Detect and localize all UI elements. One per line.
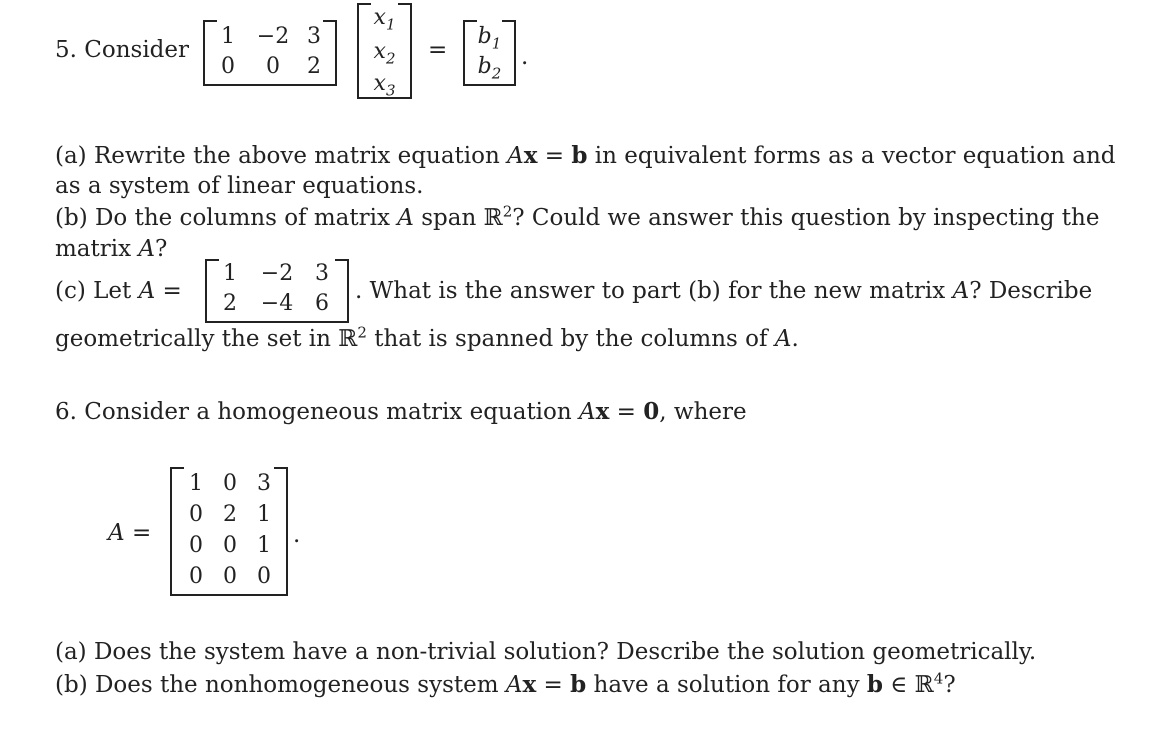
matrix-a-cell: 0 — [266, 54, 280, 79]
matrix-6-cell: 0 — [257, 564, 271, 589]
matrix-6-cell: 0 — [223, 471, 237, 496]
matrix-6-cell: 1 — [257, 533, 271, 558]
part-6a: (a) Does the system have a non-trivial solution? Describe the solution geometrically. — [55, 639, 1037, 665]
matrix-6-cell: 0 — [189, 502, 203, 527]
equals-sign: = — [428, 37, 448, 63]
x-vector-bracket — [357, 3, 412, 99]
matrix-c-cell: −2 — [260, 261, 294, 286]
matrix-6-cell: 1 — [189, 471, 203, 496]
matrix-c-bracket — [205, 259, 349, 323]
part-5a-line1: (a) Rewrite the above matrix equation Ax = b in equivalent forms as a vector equation and — [55, 142, 1116, 169]
b-vector-entry: $b_2$ — [477, 54, 502, 83]
matrix-c-cell: 3 — [315, 261, 329, 286]
matrix-a-cell: 1 — [221, 24, 235, 49]
matrix-6-label: A = — [108, 520, 152, 546]
part-5c-line1b: . What is the answer to part (b) for the new matrix A? Describe — [355, 278, 1093, 304]
matrix-a-cell: 3 — [307, 24, 321, 49]
part-5c-line1a: (c) Let A = — [55, 278, 182, 304]
matrix-6-cell: 0 — [189, 533, 203, 558]
problem-6-label: 6. Consider a homogeneous matrix equation Ax = 0, where — [55, 398, 747, 425]
matrix-6-cell: 0 — [189, 564, 203, 589]
matrix-a-cell: −2 — [256, 24, 290, 49]
matrix-6-bracket — [170, 467, 288, 596]
matrix-6-cell: 3 — [257, 471, 271, 496]
matrix-c-cell: 6 — [315, 291, 329, 316]
x-vector-entry: $x_2$ — [373, 39, 396, 68]
matrix-6-cell: 1 — [257, 502, 271, 527]
part-5a-line2: as a system of linear equations. — [55, 173, 424, 199]
x-vector-entry: $x_3$ — [373, 71, 396, 100]
matrix-6-cell: 2 — [223, 502, 237, 527]
matrix-c-cell: 2 — [223, 291, 237, 316]
part-5b-line2: matrix A? — [55, 236, 168, 262]
matrix-a-bracket — [203, 20, 337, 86]
matrix-6-cell: 0 — [223, 564, 237, 589]
problem-5-label: 5. Consider — [55, 37, 190, 63]
matrix-a-cell: 0 — [221, 54, 235, 79]
part-5b-line1: (b) Do the columns of matrix A span ℝ$^2$? Could we answer this question by inspecting the — [55, 202, 1100, 231]
matrix-a-cell: 2 — [307, 54, 321, 79]
period: . — [293, 522, 301, 548]
b-vector-bracket — [463, 20, 516, 86]
part-6b: (b) Does the nonhomogeneous system Ax = b have a solution for any b ∈ ℝ$^4$? — [55, 669, 956, 698]
part-5c-line2: geometrically the set in ℝ$^2$ that is spanned by the columns of A. — [55, 323, 799, 352]
matrix-c-cell: 1 — [223, 261, 237, 286]
x-vector-entry: $x_1$ — [373, 5, 396, 34]
matrix-c-cell: −4 — [260, 291, 294, 316]
period: . — [521, 44, 529, 70]
matrix-6-cell: 0 — [223, 533, 237, 558]
b-vector-entry: $b_1$ — [477, 24, 502, 53]
